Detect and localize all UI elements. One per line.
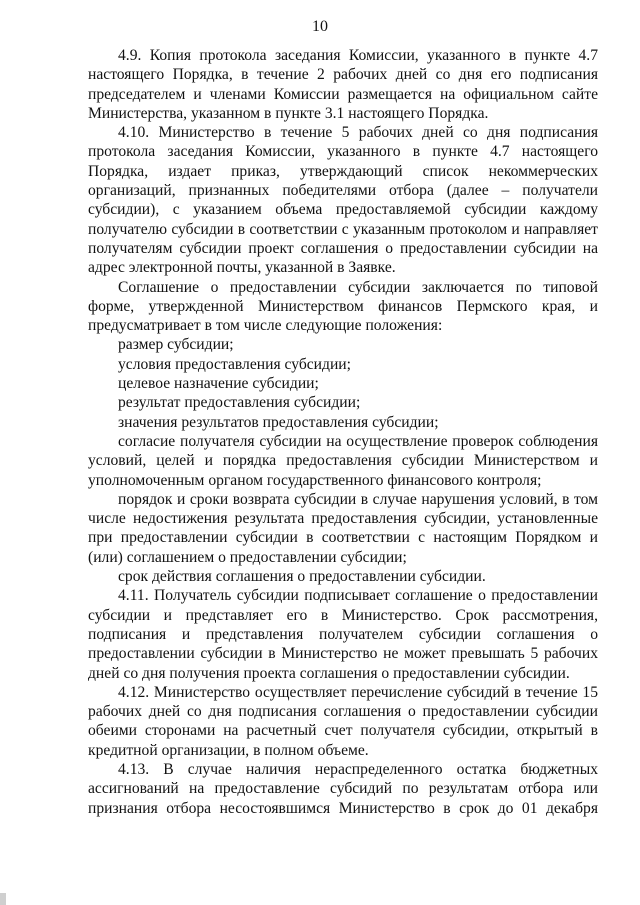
page-number: 10 <box>312 18 328 35</box>
list-item: целевое назначение субсидии; <box>118 375 319 393</box>
paragraph-4-10: 4.10. Министерство в течение 5 рабочих дней со дня подписания протокола заседания Комиссии, указанного в пункте 4.7 настоящего Порядка, издает приказ, утверждающий список некоммерческих организаций, признанных победителями отбора (далее – получатели субсидии), с указанием объема предоставляемой субсидии каждому получателю субсидии в соответствии с указанным протоколом и направляет получателям субсидии проект соглашения о предоставлении субсидии на адрес электронной почты, указанной в Заявке. <box>88 124 598 277</box>
paragraph-4-13: 4.13. В случае наличия нераспределенного остатка бюджетных ассигнований на предоставление субсидий по результатам отбора или признания отбора несостоявшимся Министерство в срок до 01 декабря <box>88 760 598 817</box>
list-item: порядок и сроки возврата субсидии в случае нарушения условий, в том числе недостижения результата предоставления субсидии, установленные при предоставлении субсидии в соответствии с настоящим Порядком и (или) соглашением о предоставлении субсидии; <box>88 490 598 566</box>
paragraph-4-11: 4.11. Получатель субсидии подписывает соглашение о предоставлении субсидии и представляет его в Министерство. Срок рассмотрения, подписания и представления получателем субсидии соглашения о предоставлении субсидии в Министерство не может превышать 5 рабочих дней со дня получения проекта соглашения о предоставлении субсидии. <box>88 587 598 682</box>
list-item: результат предоставления субсидии; <box>118 394 361 412</box>
paragraph-4-9: 4.9. Копия протокола заседания Комиссии, указанного в пункте 4.7 настоящего Порядка, в течение 2 рабочих дней со дня его подписания председателем и членами Комиссии размещается на официальном сайте Министерства, указанном в пункте 3.1 настоящего Порядка. <box>88 47 598 122</box>
document-body <box>88 46 598 818</box>
list-item: значения результатов предоставления субсидии; <box>118 413 439 431</box>
paragraph-4-12: 4.12. Министерство осуществляет перечисление субсидий в течение 15 рабочих дней со дня подписания соглашения о предоставлении субсидии обеими сторонами на расчетный счет получателя субсидии, открытый в кредитной организации, в полном объеме. <box>88 683 598 759</box>
paragraph-agreement-intro: Соглашение о предоставлении субсидии заключается по типовой форме, утвержденной Министерством финансов Пермского края, и предусматривает в том числе следующие положения: <box>88 278 598 335</box>
list-item: срок действия соглашения о предоставлении субсидии. <box>118 568 486 586</box>
list-item: условия предоставления субсидии; <box>118 355 351 373</box>
scan-edge-mark <box>0 893 6 905</box>
list-item: согласие получателя субсидии на осуществление проверок соблюдения условий, целей и порядка предоставления субсидии Министерством и уполномоченным органом государственного финансового контроля; <box>88 432 598 489</box>
list-item: размер субсидии; <box>118 336 234 354</box>
